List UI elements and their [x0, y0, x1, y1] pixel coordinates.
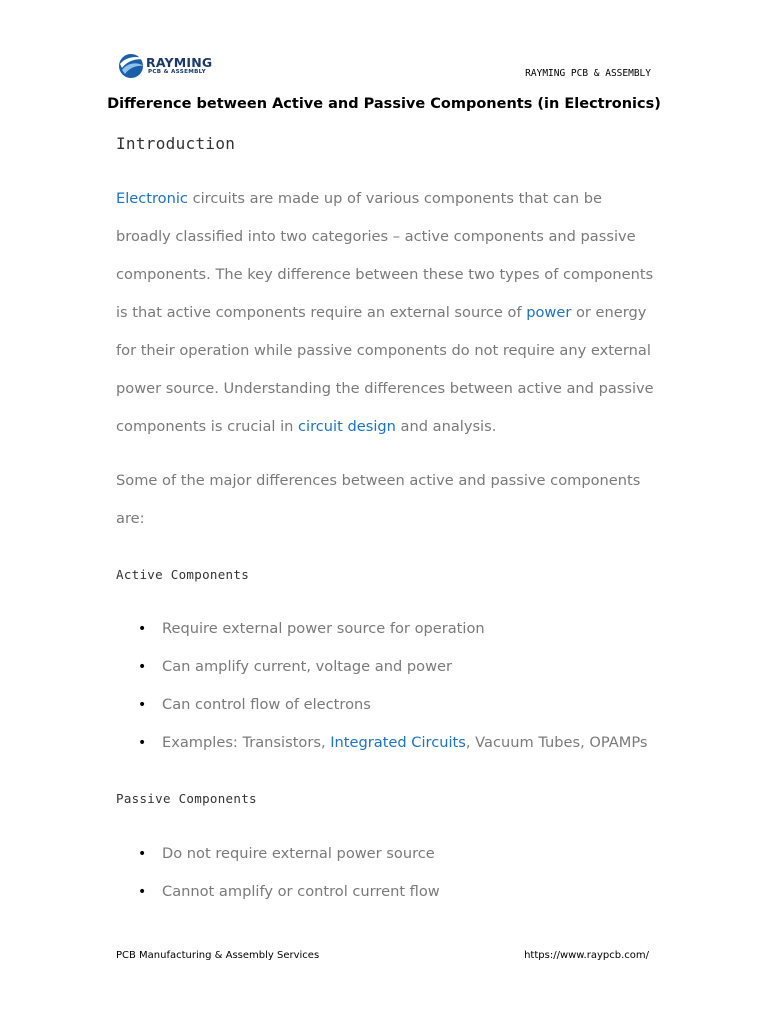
- list-item-text-suffix: , Vacuum Tubes, OPAMPs: [465, 734, 648, 751]
- intro-text-3: and analysis.: [395, 418, 497, 435]
- introduction-heading: Introduction: [116, 134, 236, 153]
- bullet-icon: •: [138, 659, 147, 675]
- intro-text-2: or energy for their operation while passive components do not require any external power source. Understanding the differences between active and passive components is crucial in: [116, 304, 654, 435]
- intro-text-1: circuits are made up of various components that can be broadly classified into two categories – active components and passive components. The key difference between these two types of components is that active components require an external source of: [116, 190, 654, 321]
- list-item: [138, 686, 678, 724]
- list-item: [138, 835, 678, 873]
- active-components-list: [138, 610, 678, 762]
- footer-services-text: PCB Manufacturing & Assembly Services: [116, 950, 320, 961]
- logo-name: RAYMING: [146, 55, 213, 70]
- list-item-text: Require external power source for operation: [162, 620, 485, 637]
- bullet-icon: •: [138, 697, 147, 713]
- company-logo: [116, 50, 226, 82]
- active-components-heading: Active Components: [116, 567, 250, 582]
- header-company-name: RAYMING PCB & ASSEMBLY: [525, 68, 651, 79]
- electronic-link[interactable]: Electronic: [116, 190, 188, 207]
- list-item-text: Do not require external power source: [162, 845, 435, 862]
- passive-components-heading: Passive Components: [116, 791, 257, 806]
- footer-website-url[interactable]: https://www.raypcb.com/: [524, 950, 649, 961]
- integrated-circuits-link[interactable]: Integrated Circuits: [330, 734, 466, 751]
- document-title: Difference between Active and Passive Components (in Electronics): [107, 96, 661, 112]
- major-differences-paragraph: Some of the major differences between active and passive components are:: [116, 472, 641, 527]
- list-item-text: Cannot amplify or control current flow: [162, 883, 440, 900]
- intro-paragraph: [116, 180, 661, 446]
- power-link[interactable]: power: [526, 304, 572, 321]
- bullet-icon: •: [138, 621, 147, 637]
- list-item: [138, 610, 678, 648]
- list-item: [138, 724, 678, 762]
- logo-tagline: PCB & ASSEMBLY: [148, 69, 206, 75]
- list-item-text: Can control flow of electrons: [162, 696, 371, 713]
- list-item-text: Can amplify current, voltage and power: [162, 658, 453, 675]
- bullet-icon: •: [138, 846, 147, 862]
- circuit-design-link[interactable]: circuit design: [298, 418, 396, 435]
- list-item: [138, 648, 678, 686]
- bullet-icon: •: [138, 735, 147, 751]
- list-item: [138, 873, 678, 911]
- list-item-text: Examples: Transistors,: [162, 734, 331, 751]
- passive-components-list: [138, 835, 678, 911]
- bullet-icon: •: [138, 884, 147, 900]
- rayming-logo-icon: [116, 50, 148, 82]
